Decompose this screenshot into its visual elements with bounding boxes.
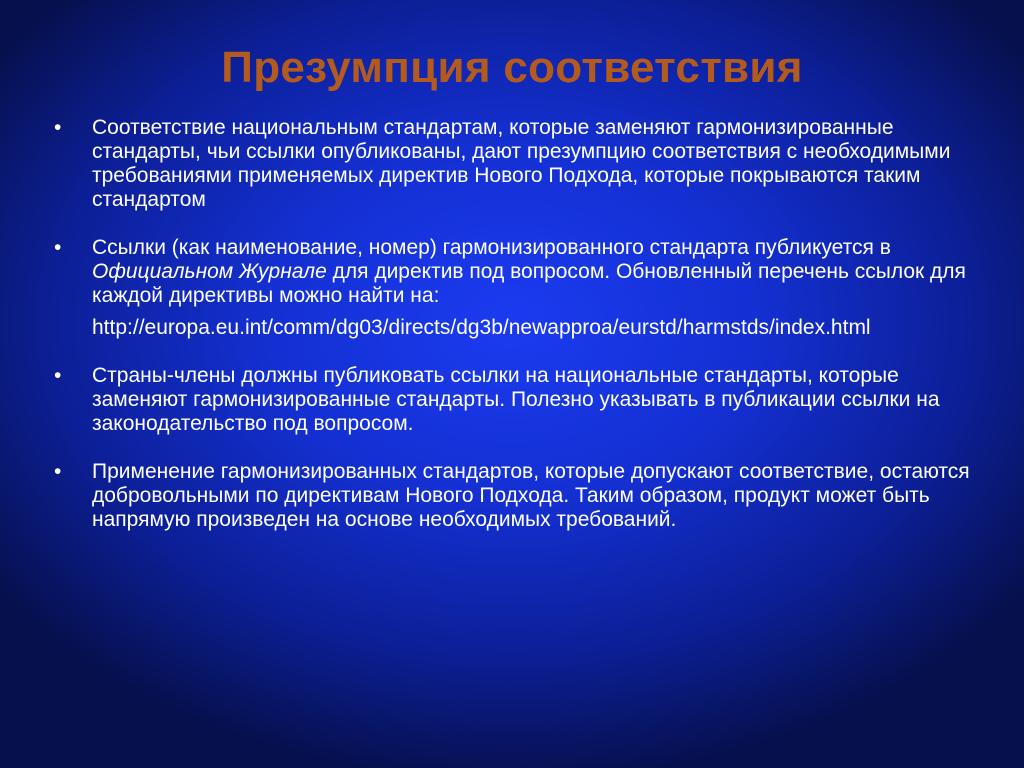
bullet-icon: • (54, 364, 62, 387)
bullet-text-after: для директив под вопросом. Обновленный перечень ссылок для каждой директивы можно найти на: (92, 260, 966, 307)
bullet-icon: • (54, 236, 62, 259)
reference-url: http://europa.eu.int/comm/dg03/directs/dg3b/newapproa/eurstd/harmstds/index.html (92, 316, 871, 339)
bullet-item-3 (48, 364, 978, 436)
journal-name: Официальном Журнале (92, 260, 327, 283)
bullet-item-2 (48, 236, 978, 340)
bullet-text (92, 236, 978, 308)
bullet-text: Применение гармонизированных стандартов, которые допускают соответствие, остаются добровольными по директивам Нового Подхода. Таким образом, продукт может быть напрямую произведен на основе необходимых требований. (92, 460, 970, 531)
bullet-list (48, 116, 978, 532)
slide-title: Презумпция соответствия (221, 43, 803, 92)
bullet-icon: • (54, 460, 62, 483)
bullet-text-before: Ссылки (как наименование, номер) гармонизированного стандарта публикуется в (92, 236, 891, 259)
bullet-icon: • (54, 116, 62, 139)
bullet-text: Соответствие национальным стандартам, которые заменяют гармонизированные стандарты, чьи ссылки опубликованы, дают презумпцию соответствия с необходимыми требованиями применяемых директив Нового Подхода, которые покрываются таким стандартом (92, 116, 951, 211)
bullet-item-1 (48, 116, 978, 212)
bullet-item-4 (48, 460, 978, 532)
bullet-text: Страны-члены должны публиковать ссылки на национальные стандарты, которые заменяют гармонизированные стандарты. Полезно указывать в публикации ссылки на законодательство под вопросом. (92, 364, 940, 435)
